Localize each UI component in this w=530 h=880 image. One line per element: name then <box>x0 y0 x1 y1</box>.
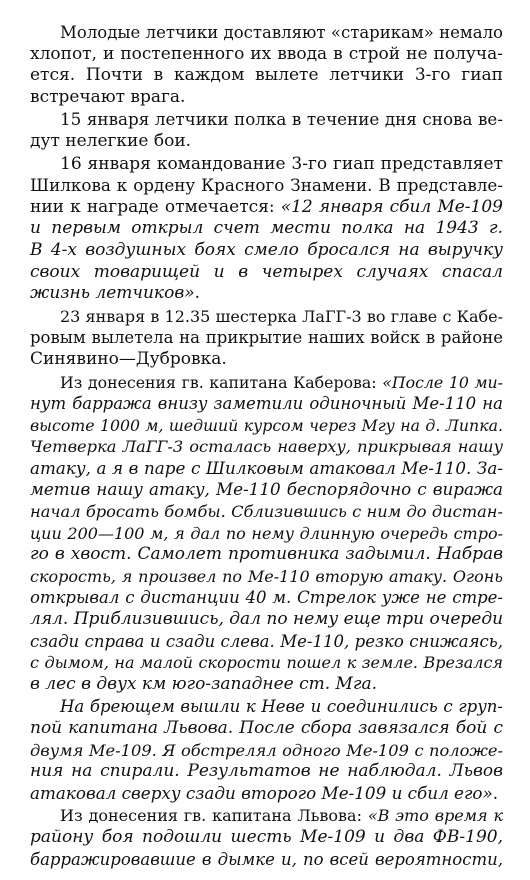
text-line <box>30 587 503 609</box>
paragraph <box>30 22 503 108</box>
quoted-report-text: открывал с дистанции 40 м. Стрелок уже не стре- <box>30 588 503 608</box>
quoted-report-text: В 4-х воздушных боях смело бросался на выручку <box>30 239 503 260</box>
narrative-text: дут нелегкие бои. <box>30 130 192 151</box>
quoted-report-text: жизнь летчиков» <box>30 283 195 304</box>
text-line <box>30 306 503 328</box>
narrative-text: 23 января в 12.35 шестерка ЛаГГ-3 во главе с Кабе- <box>60 306 503 326</box>
text-line <box>30 544 503 566</box>
narrative-text: 16 января командование 3-го гиап представляет <box>60 153 503 174</box>
quoted-report-text: пой капитана Львова. После сбора завязался бой с <box>30 718 503 738</box>
quoted-report-text: На бреющем вышли к Неве и соединились с груп- <box>60 697 503 717</box>
text-line <box>30 87 503 109</box>
quoted-report-text: двумя Ме-109. Я обстрелял одного Ме-109 с положе- <box>30 740 503 760</box>
quoted-report-text: «12 января сбил Ме-109 <box>280 196 504 217</box>
text-line <box>30 458 503 480</box>
narrative-text: нии к награде отмечается: <box>30 196 281 217</box>
quoted-report-text: в лес в двух км юго-западнее ст. Мга. <box>30 673 378 694</box>
text-line <box>30 805 503 827</box>
text-line <box>30 393 503 415</box>
quoted-report-text: ния на спирали. Результатов не наблюдал. Львов <box>30 761 503 782</box>
narrative-text: . <box>492 782 499 803</box>
narrative-text: . <box>194 283 201 304</box>
narrative-text: Синявино—Дубровка. <box>30 348 227 369</box>
paragraph <box>30 109 503 152</box>
narrative-text: хлопот, и постепенного их ввода в строй не получа- <box>30 43 503 64</box>
quoted-report-text: атаку, а я в паре с Шилковым атаковал Ме-110. За- <box>30 457 503 478</box>
quoted-report-text: своих товарищей и в четырех случаях спасал <box>30 261 503 282</box>
text-line <box>30 349 503 371</box>
paragraph <box>30 696 503 804</box>
text-line <box>30 740 503 762</box>
narrative-text: Молодые летчики доставляют «старикам» немало <box>60 23 503 42</box>
text-line <box>30 609 503 631</box>
quoted-report-text: и первым открыл счет мести полка на 1943 г. <box>30 218 503 239</box>
text-line <box>30 523 503 545</box>
text-line <box>30 479 503 501</box>
narrative-text: встречают врага. <box>30 86 186 107</box>
narrative-text: ровым вылетела на прикрытие наших войск в районе <box>30 328 503 348</box>
narrative-text: ется. Почти в каждом вылете летчики 3-го гиап <box>30 65 503 86</box>
narrative-text: Из донесения гв. капитана Львова: <box>60 806 368 826</box>
text-line <box>30 283 503 305</box>
quoted-report-text: с дымом, на малой скорости пошел к земле. Врезался <box>30 653 503 673</box>
text-line <box>30 631 503 653</box>
text-line <box>30 240 503 262</box>
quoted-report-text: лял. Приблизившись, дал по нему еще три очереди <box>30 609 504 630</box>
text-line <box>30 372 503 394</box>
paragraph <box>30 306 503 371</box>
text-line <box>30 109 503 131</box>
quoted-report-text: атаковал сверху сзади второго Ме-109 и сбил его» <box>30 782 493 803</box>
text-line <box>30 218 503 240</box>
narrative-text: Шилкова к ордену Красного Знамени. В представле- <box>30 175 503 196</box>
quoted-report-text: барражировавшие в дымке и, по всей вероятности, <box>30 849 503 869</box>
text-line <box>30 761 503 783</box>
text-line <box>30 262 503 284</box>
narrative-text: 15 января летчики полка в течение дня снова ве- <box>60 109 503 130</box>
text-line <box>30 652 503 674</box>
text-line <box>30 175 503 197</box>
paragraph <box>30 372 503 696</box>
text-line <box>30 783 503 805</box>
quoted-report-text: ции 200—100 м, я дал по нему длинную очередь стро- <box>30 523 503 543</box>
text-line <box>30 131 503 153</box>
text-line <box>30 22 503 44</box>
narrative-text: Из донесения гв. капитана Каберова: <box>60 372 383 392</box>
text-line <box>30 65 503 87</box>
quoted-report-text: го в хвост. Самолет противника задымил. Набрав <box>30 544 503 565</box>
text-line <box>30 415 503 437</box>
text-line <box>30 197 503 219</box>
text-line <box>30 849 503 871</box>
text-line <box>30 696 503 718</box>
text-line <box>30 827 503 849</box>
quoted-report-text: району боя подошли шесть Ме-109 и два ФВ-190, <box>30 826 503 847</box>
quoted-report-text: сзади справа и сзади слева. Ме-110, резко снижаясь, <box>30 631 503 651</box>
text-line <box>30 566 503 588</box>
quoted-report-text: Четверка ЛаГГ-3 осталась наверху, прикрывая нашу <box>30 437 503 457</box>
text-line <box>30 44 503 66</box>
quoted-report-text: начал бросать бомбы. Сблизившись с ним до дистан- <box>30 502 503 522</box>
paragraph <box>30 805 503 870</box>
book-page <box>30 22 503 870</box>
quoted-report-text: высоте 1000 м, шедший курсом через Мгу на д. Липка. <box>30 415 503 435</box>
text-line <box>30 501 503 523</box>
quoted-report-text: «В это время к <box>367 806 504 826</box>
text-line <box>30 436 503 458</box>
quoted-report-text: метив нашу атаку, Ме-110 беспорядочно с виража <box>30 479 503 500</box>
quoted-report-text: скорость, я произвел по Ме-110 вторую атаку. Огонь <box>30 566 503 586</box>
text-line <box>30 674 503 696</box>
quoted-report-text: «После 10 ми- <box>382 372 503 392</box>
text-line <box>30 154 503 176</box>
paragraph <box>30 154 503 305</box>
text-line <box>30 327 503 349</box>
quoted-report-text: нут барража внизу заметили одиночный Ме-110 на <box>30 394 503 414</box>
text-line <box>30 718 503 740</box>
